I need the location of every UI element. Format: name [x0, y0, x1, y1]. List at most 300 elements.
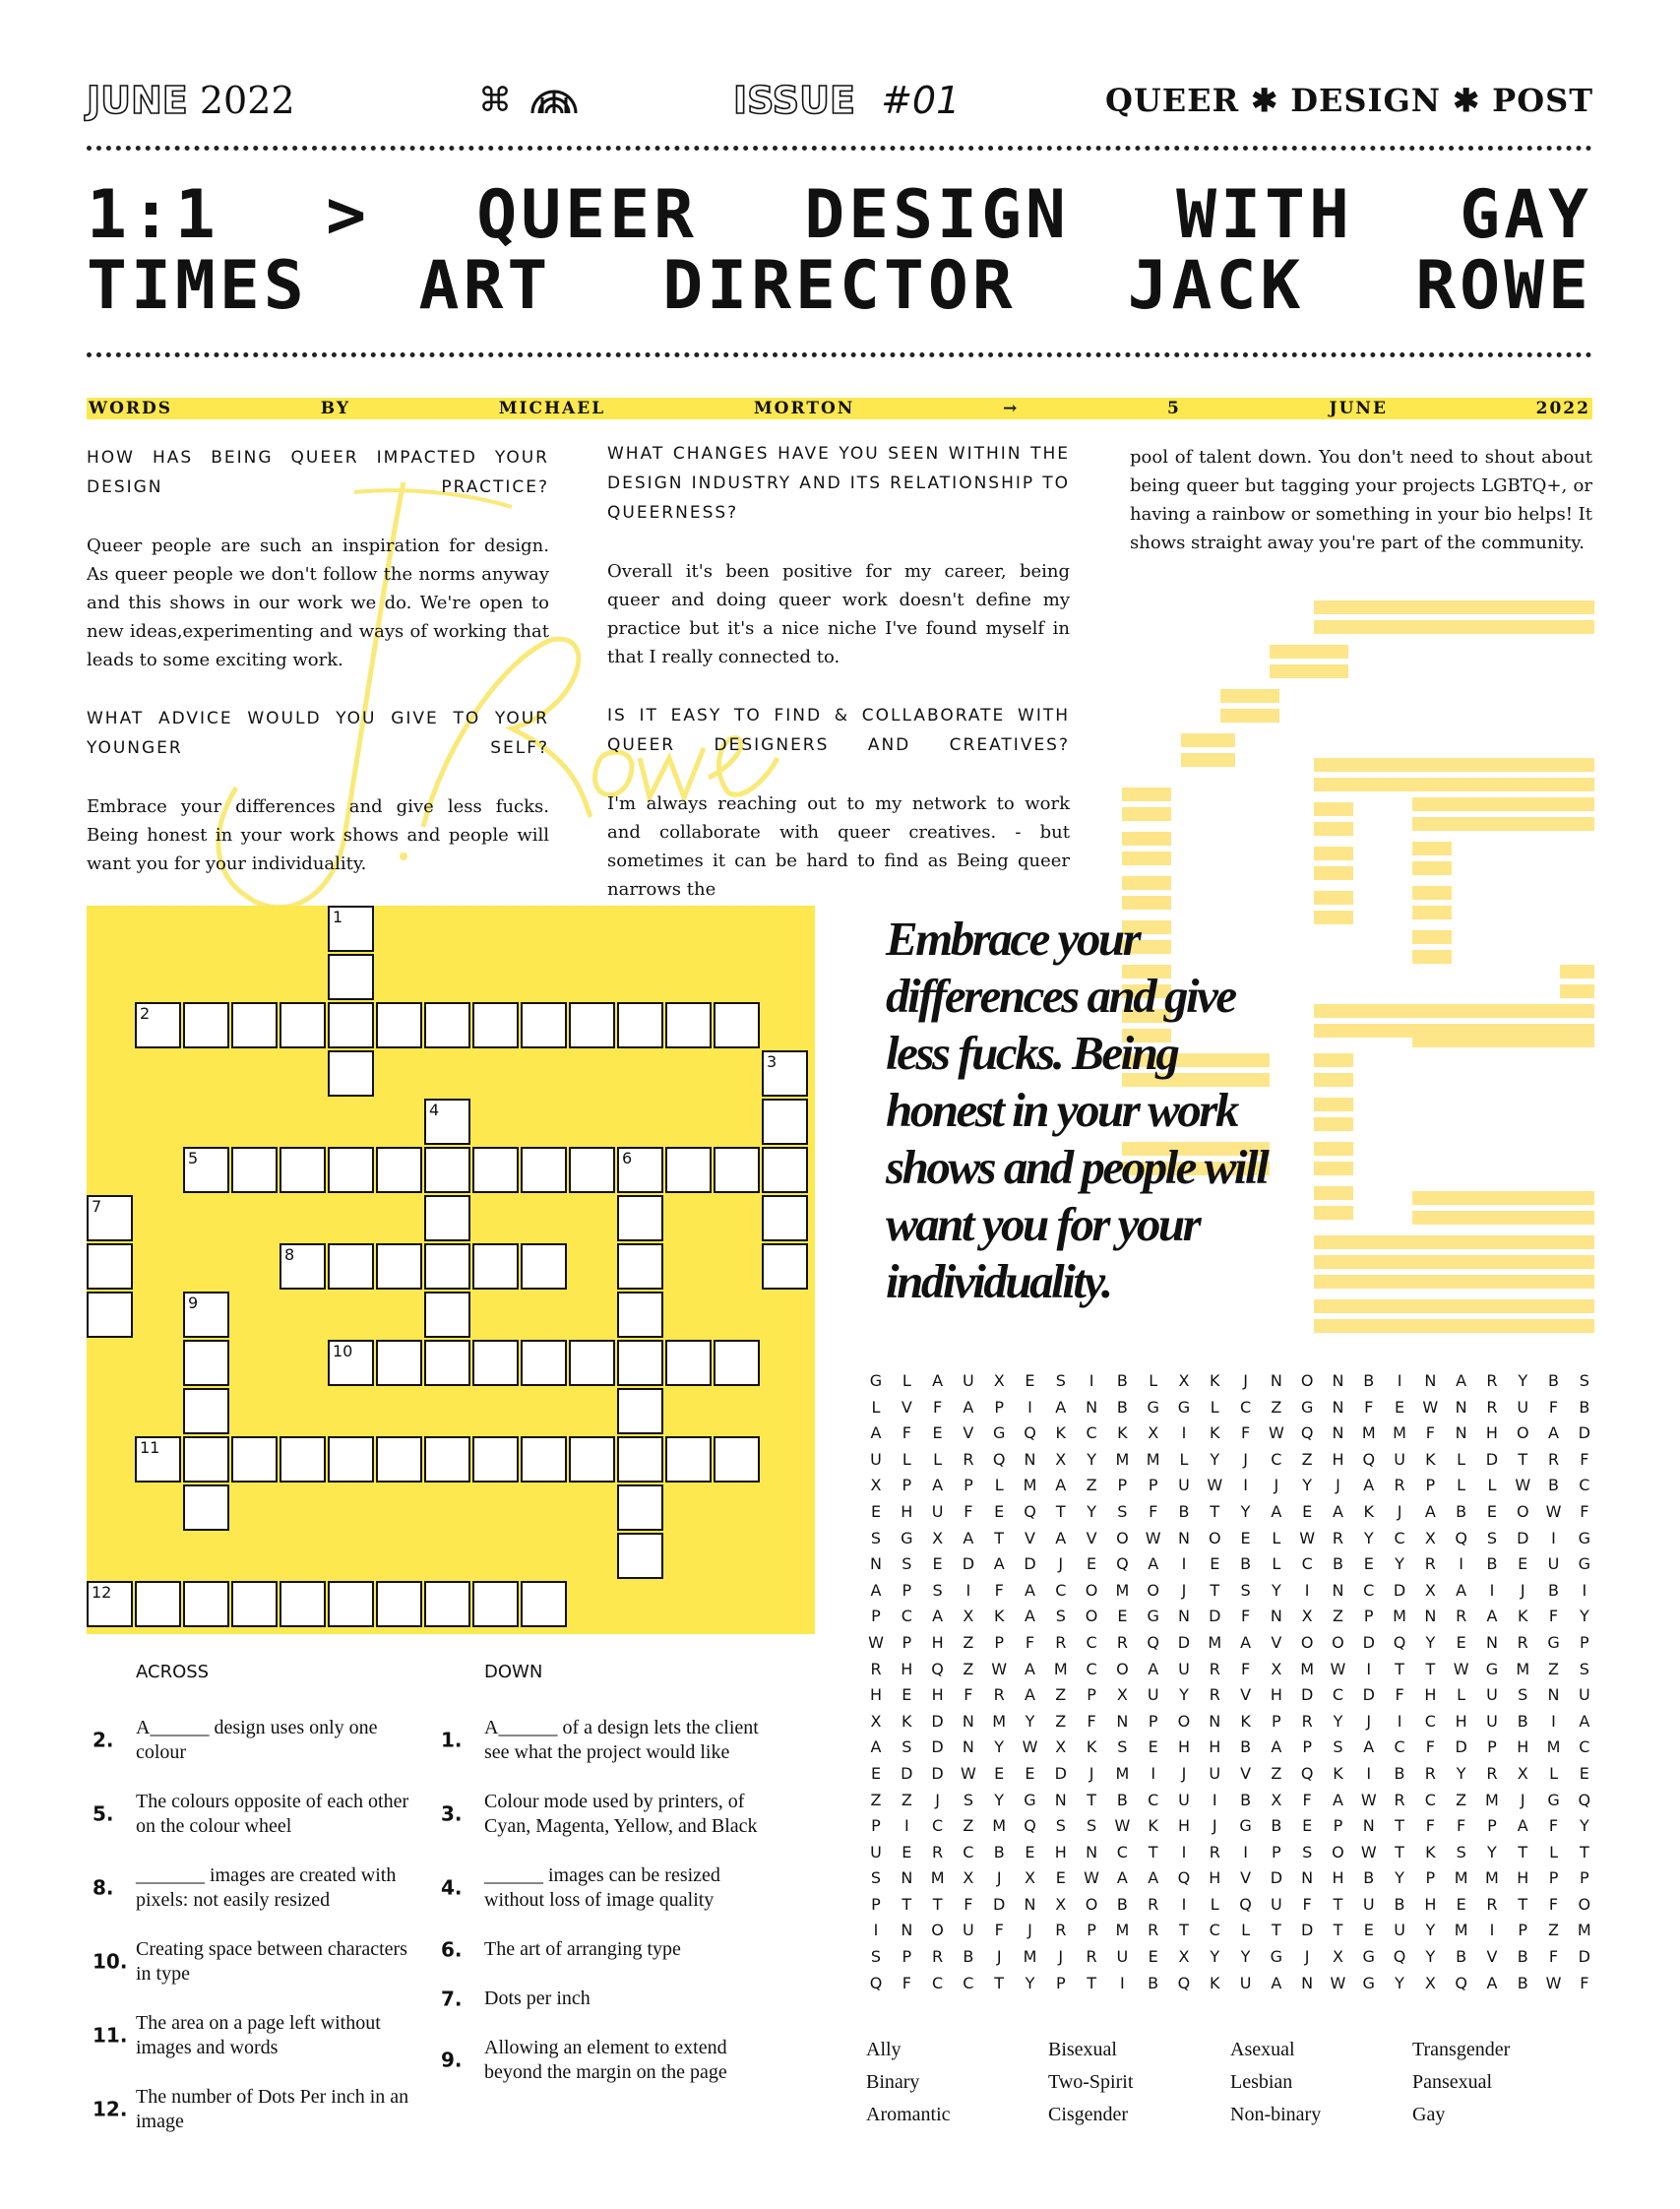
word-search-letter[interactable]: D [1362, 1685, 1375, 1705]
word-search-letter[interactable]: M [1546, 1737, 1561, 1757]
word-search-letter[interactable]: Y [1333, 1711, 1343, 1731]
word-search-letter[interactable]: A [1486, 1973, 1498, 1992]
crossword-cell[interactable] [424, 1581, 470, 1627]
word-search-letter[interactable]: H [1517, 1868, 1529, 1888]
word-search-letter[interactable]: H [901, 1501, 913, 1521]
word-search-letter[interactable]: Y [1456, 1763, 1466, 1783]
word-search-letter[interactable]: E [870, 1763, 882, 1783]
word-search-letter[interactable]: Z [963, 1659, 974, 1678]
word-search-letter[interactable]: J [1336, 1476, 1340, 1495]
word-search-letter[interactable]: N [1177, 1607, 1190, 1626]
word-search-letter[interactable]: H [1209, 1868, 1221, 1888]
word-search-letter[interactable]: A [1517, 1816, 1528, 1836]
word-search-letter[interactable]: X [1517, 1763, 1528, 1783]
crossword-cell[interactable] [328, 1002, 374, 1048]
word-search-letter[interactable]: N [1301, 1973, 1314, 1992]
crossword-cell[interactable] [231, 1147, 278, 1193]
word-search-letter[interactable]: E [1240, 1528, 1251, 1547]
word-search-letter[interactable]: I [1459, 1554, 1463, 1574]
word-search-letter[interactable]: Z [1055, 1685, 1067, 1705]
word-search-letter[interactable]: S [1518, 1685, 1528, 1705]
crossword-cell[interactable] [617, 1243, 663, 1290]
word-search-letter[interactable]: L [1210, 1397, 1219, 1417]
word-search-letter[interactable]: D [1455, 1737, 1467, 1757]
word-search-letter[interactable]: C [1239, 1397, 1252, 1417]
word-search-letter[interactable]: A [1025, 1580, 1035, 1600]
crossword-cell[interactable] [762, 1147, 808, 1193]
word-search-letter[interactable]: C [1116, 1842, 1128, 1862]
crossword-cell[interactable] [665, 1147, 712, 1193]
word-search-letter[interactable]: P [964, 1476, 973, 1495]
word-search-letter[interactable]: N [1086, 1842, 1098, 1862]
word-search-letter[interactable]: J [1058, 1554, 1064, 1574]
word-search-letter[interactable]: F [1548, 1816, 1559, 1836]
crossword-cell[interactable] [424, 1243, 470, 1290]
word-search-letter[interactable]: R [1486, 1371, 1498, 1390]
word-search-letter[interactable]: A [993, 1554, 1005, 1574]
word-search-letter[interactable]: N [901, 1921, 913, 1940]
word-search-letter[interactable]: K [1210, 1423, 1220, 1443]
word-search-letter[interactable]: D [1362, 1632, 1375, 1652]
word-search-letter[interactable]: S [1240, 1580, 1251, 1600]
crossword-cell[interactable] [762, 1195, 808, 1241]
word-search-letter[interactable]: W [991, 1659, 1008, 1678]
word-search-letter[interactable]: L [933, 1449, 943, 1469]
word-search-letter[interactable]: F [1580, 1449, 1589, 1469]
crossword-cell[interactable] [280, 1436, 326, 1483]
word-search-letter[interactable]: V [1240, 1868, 1252, 1888]
word-search-letter[interactable]: B [1332, 1554, 1343, 1574]
word-search-letter[interactable]: G [1547, 1632, 1560, 1652]
word-search-letter[interactable]: B [1548, 1371, 1560, 1390]
word-search-letter[interactable]: N [1086, 1397, 1098, 1417]
word-search-letter[interactable]: D [993, 1894, 1006, 1914]
word-search-letter[interactable]: I [1151, 1763, 1156, 1783]
word-search-letter[interactable]: L [994, 1476, 1004, 1495]
word-search-letter[interactable]: S [1486, 1528, 1498, 1547]
word-search-letter[interactable]: K [1517, 1607, 1528, 1626]
word-search-letter[interactable]: Y [1179, 1685, 1189, 1705]
word-search-letter[interactable]: L [1149, 1371, 1158, 1390]
word-search-letter[interactable]: X [870, 1476, 882, 1495]
word-search-letter[interactable]: C [1579, 1737, 1590, 1757]
word-search-letter[interactable]: J [1243, 1371, 1248, 1390]
word-search-letter[interactable]: N [1547, 1685, 1560, 1705]
word-search-letter[interactable]: X [1025, 1868, 1035, 1888]
word-search-letter[interactable]: R [1456, 1607, 1467, 1626]
word-search-letter[interactable]: A [1548, 1423, 1559, 1443]
word-search-letter[interactable]: R [1394, 1476, 1405, 1495]
crossword-cell[interactable] [617, 1002, 663, 1048]
word-search-letter[interactable]: T [1087, 1973, 1096, 1992]
word-search-letter[interactable]: S [1456, 1842, 1466, 1862]
crossword-cell[interactable] [231, 1436, 278, 1483]
word-search-letter[interactable]: V [1025, 1528, 1035, 1547]
crossword-cell[interactable] [183, 1002, 229, 1048]
word-search-letter[interactable]: G [1485, 1659, 1499, 1678]
word-search-letter[interactable]: P [1518, 1921, 1528, 1940]
crossword-cell[interactable] [472, 1436, 519, 1483]
word-search-letter[interactable]: Q [1116, 1554, 1129, 1574]
word-search-letter[interactable]: T [1087, 1790, 1096, 1809]
word-search-letter[interactable]: L [1457, 1449, 1466, 1469]
crossword-cell[interactable] [424, 1340, 470, 1386]
word-search-letter[interactable]: N [1332, 1397, 1344, 1417]
word-search-letter[interactable]: I [1489, 1580, 1495, 1600]
word-search-letter[interactable]: X [1148, 1423, 1159, 1443]
word-search-letter[interactable]: Z [870, 1790, 882, 1809]
word-search-letter[interactable]: G [901, 1528, 913, 1547]
word-search-letter[interactable]: T [1055, 1501, 1066, 1521]
word-search-letter[interactable]: P [1117, 1476, 1128, 1495]
word-search-letter[interactable]: A [1271, 1973, 1282, 1992]
word-search-letter[interactable]: S [1333, 1737, 1343, 1757]
word-search-letter[interactable]: U [963, 1371, 974, 1390]
word-search-letter[interactable]: I [1181, 1423, 1187, 1443]
word-search-letter[interactable]: J [996, 1868, 1002, 1888]
word-search-letter[interactable]: A [1148, 1659, 1159, 1678]
word-search-letter[interactable]: Q [1239, 1894, 1252, 1914]
crossword-cell[interactable] [280, 1147, 326, 1193]
word-search-letter[interactable]: U [1547, 1554, 1560, 1574]
word-search-letter[interactable]: Q [1300, 1763, 1314, 1783]
word-search-letter[interactable]: I [1551, 1711, 1556, 1731]
word-search-letter[interactable]: U [1147, 1685, 1159, 1705]
word-search-letter[interactable]: S [870, 1868, 882, 1888]
word-search-letter[interactable]: Y [994, 1737, 1005, 1757]
crossword-cell[interactable] [521, 1147, 567, 1193]
word-search-letter[interactable]: I [903, 1816, 909, 1836]
word-search-letter[interactable]: A [1271, 1501, 1282, 1521]
word-search-letter[interactable]: M [1115, 1763, 1130, 1783]
word-search-letter[interactable]: N [1455, 1423, 1467, 1443]
crossword-cell[interactable] [135, 1581, 181, 1627]
word-search-letter[interactable]: U [1178, 1659, 1190, 1678]
word-search-letter[interactable]: R [1209, 1842, 1220, 1862]
word-search-letter[interactable]: W [1360, 1790, 1377, 1809]
word-search-letter[interactable]: B [1517, 1947, 1528, 1967]
word-search-letter[interactable]: T [932, 1894, 943, 1914]
word-search-letter[interactable]: W [868, 1632, 884, 1652]
word-search-letter[interactable]: H [1424, 1685, 1437, 1705]
word-search-letter[interactable]: R [1148, 1921, 1159, 1940]
word-search-letter[interactable]: I [1181, 1554, 1187, 1574]
word-search-letter[interactable]: G [1024, 1790, 1036, 1809]
word-search-letter[interactable]: Y [1087, 1501, 1096, 1521]
crossword-cell[interactable] [521, 1243, 567, 1290]
word-search-letter[interactable]: G [869, 1371, 883, 1390]
word-search-letter[interactable]: G [1300, 1397, 1314, 1417]
word-search-letter[interactable]: I [1027, 1397, 1032, 1417]
word-search-letter[interactable]: G [1147, 1397, 1159, 1417]
word-search-letter[interactable]: M [1361, 1423, 1376, 1443]
word-search-letter[interactable]: D [1578, 1423, 1590, 1443]
word-search-letter[interactable]: W [1268, 1423, 1284, 1443]
crossword-cell[interactable] [376, 1581, 422, 1627]
word-search-letter[interactable]: Q [1024, 1816, 1036, 1836]
word-search-letter[interactable]: Y [1025, 1973, 1035, 1992]
word-search-letter[interactable]: E [1148, 1947, 1158, 1967]
word-search-letter[interactable]: H [1270, 1685, 1282, 1705]
word-search-letter[interactable]: X [1271, 1659, 1282, 1678]
word-search-letter[interactable]: Y [1395, 1554, 1404, 1574]
crossword-cell[interactable] [376, 1243, 422, 1290]
word-search-letter[interactable]: V [1086, 1528, 1097, 1547]
word-search-letter[interactable]: H [1485, 1423, 1498, 1443]
word-search-letter[interactable]: H [931, 1632, 944, 1652]
word-search-letter[interactable]: F [1302, 1894, 1312, 1914]
crossword-cell[interactable] [376, 1002, 422, 1048]
word-search-letter[interactable]: H [931, 1685, 944, 1705]
word-search-letter[interactable]: M [992, 1711, 1007, 1731]
word-search-letter[interactable]: B [1456, 1947, 1467, 1967]
crossword-cell[interactable] [569, 1340, 615, 1386]
word-search-letter[interactable]: F [964, 1685, 973, 1705]
word-search-letter[interactable]: T [1148, 1842, 1158, 1862]
word-search-letter[interactable]: D [1024, 1554, 1036, 1574]
word-search-letter[interactable]: F [994, 1580, 1004, 1600]
word-search-letter[interactable]: I [1212, 1790, 1217, 1809]
word-search-letter[interactable]: O [1085, 1894, 1098, 1914]
word-search-letter[interactable]: D [931, 1763, 944, 1783]
word-search-letter[interactable]: T [1333, 1894, 1343, 1914]
word-search-letter[interactable]: T [1395, 1816, 1404, 1836]
word-search-letter[interactable]: W [1114, 1816, 1131, 1836]
word-search-letter[interactable]: I [1243, 1476, 1248, 1495]
word-search-letter[interactable]: B [1116, 1397, 1128, 1417]
word-search-letter[interactable]: G [992, 1423, 1006, 1443]
word-search-letter[interactable]: W [1084, 1868, 1099, 1888]
word-search-letter[interactable]: E [1363, 1554, 1374, 1574]
crossword-cell[interactable] [424, 1147, 470, 1193]
word-search-letter[interactable]: E [1025, 1371, 1035, 1390]
word-search-letter[interactable]: F [1425, 1423, 1435, 1443]
word-search-letter[interactable]: Z [1548, 1921, 1560, 1940]
word-search-letter[interactable]: K [1240, 1711, 1251, 1731]
word-search-letter[interactable]: E [1087, 1554, 1097, 1574]
word-search-letter[interactable]: V [1271, 1632, 1282, 1652]
word-search-letter[interactable]: Q [1024, 1423, 1036, 1443]
word-search-letter[interactable]: Y [1395, 1973, 1404, 1992]
word-search-letter[interactable]: X [963, 1607, 974, 1626]
crossword-cell[interactable] [472, 1243, 519, 1290]
crossword-cell[interactable] [617, 1436, 663, 1483]
crossword-cell[interactable] [521, 1340, 567, 1386]
word-search-letter[interactable]: T [902, 1894, 912, 1914]
word-search-letter[interactable]: F [902, 1423, 911, 1443]
word-search-letter[interactable]: O [931, 1921, 944, 1940]
word-search-letter[interactable]: P [902, 1632, 912, 1652]
word-search-letter[interactable]: U [1486, 1711, 1498, 1731]
crossword-cell[interactable] [183, 1581, 229, 1627]
word-search-letter[interactable]: A [1424, 1501, 1436, 1521]
crossword-cell[interactable] [714, 1340, 760, 1386]
crossword-cell[interactable] [231, 1581, 278, 1627]
word-search-letter[interactable]: A [870, 1737, 882, 1757]
word-search-letter[interactable]: E [1302, 1816, 1313, 1836]
word-search-letter[interactable]: B [1517, 1711, 1528, 1731]
word-search-letter[interactable]: Q [869, 1973, 883, 1992]
crossword-cell[interactable] [280, 1581, 326, 1627]
word-search-letter[interactable]: E [932, 1554, 943, 1574]
crossword-cell[interactable] [569, 1002, 615, 1048]
word-search-letter[interactable]: A [1055, 1476, 1067, 1495]
word-search-letter[interactable]: Z [1271, 1763, 1282, 1783]
word-search-letter[interactable]: U [931, 1501, 944, 1521]
word-search-letter[interactable]: F [1548, 1894, 1559, 1914]
word-search-letter[interactable]: D [1209, 1607, 1221, 1626]
word-search-letter[interactable]: U [1362, 1894, 1375, 1914]
word-search-letter[interactable]: P [1087, 1921, 1096, 1940]
word-search-letter[interactable]: Y [1579, 1816, 1589, 1836]
word-search-letter[interactable]: P [902, 1947, 912, 1967]
crossword-cell[interactable] [328, 954, 374, 1000]
word-search-letter[interactable]: I [1181, 1842, 1187, 1862]
crossword-cell[interactable] [424, 1292, 470, 1338]
crossword-cell[interactable] [183, 1340, 229, 1386]
word-search-letter[interactable]: X [1301, 1607, 1313, 1626]
crossword-cell[interactable] [328, 1050, 374, 1097]
word-search-letter[interactable]: M [1115, 1580, 1130, 1600]
word-search-letter[interactable]: W [1515, 1476, 1531, 1495]
word-search-letter[interactable]: E [870, 1501, 882, 1521]
word-search-letter[interactable]: C [1424, 1790, 1436, 1809]
word-search-letter[interactable]: X [870, 1711, 882, 1731]
word-search-letter[interactable]: O [1516, 1423, 1529, 1443]
word-search-letter[interactable]: I [1243, 1842, 1248, 1862]
word-search-letter[interactable]: J [1089, 1763, 1094, 1783]
word-search-letter[interactable]: D [1270, 1868, 1283, 1888]
word-search-letter[interactable]: T [1179, 1921, 1189, 1940]
word-search-letter[interactable]: N [1024, 1894, 1036, 1914]
crossword-cell[interactable] [521, 1436, 567, 1483]
word-search-letter[interactable]: S [870, 1528, 882, 1547]
word-search-letter[interactable]: E [1148, 1737, 1158, 1757]
word-search-letter[interactable]: M [1023, 1947, 1037, 1967]
word-search-letter[interactable]: S [1579, 1659, 1589, 1678]
word-search-letter[interactable]: C [1209, 1921, 1220, 1940]
word-search-letter[interactable]: F [1240, 1659, 1251, 1678]
word-search-letter[interactable]: Z [901, 1790, 912, 1809]
word-search-letter[interactable]: R [1148, 1894, 1159, 1914]
word-search-letter[interactable]: D [1517, 1528, 1529, 1547]
word-search-letter[interactable]: X [1178, 1371, 1190, 1390]
word-search-letter[interactable]: K [1210, 1973, 1220, 1992]
word-search-letter[interactable]: C [1086, 1659, 1097, 1678]
word-search-letter[interactable]: U [1578, 1685, 1590, 1705]
word-search-letter[interactable]: R [1486, 1397, 1498, 1417]
word-search-letter[interactable]: L [1549, 1842, 1558, 1862]
word-search-letter[interactable]: O [1516, 1501, 1529, 1521]
word-search-letter[interactable]: C [1394, 1528, 1405, 1547]
crossword-cell[interactable] [665, 1436, 712, 1483]
word-search-letter[interactable]: Q [1177, 1973, 1191, 1992]
word-search-letter[interactable]: U [963, 1921, 974, 1940]
word-search-letter[interactable]: F [964, 1501, 973, 1521]
word-search-letter[interactable]: Y [1363, 1528, 1374, 1547]
word-search-letter[interactable]: I [1181, 1894, 1187, 1914]
crossword-cell[interactable] [87, 1243, 133, 1290]
word-search-letter[interactable]: G [1578, 1528, 1591, 1547]
word-search-letter[interactable]: Y [1240, 1947, 1251, 1967]
word-search-letter[interactable]: P [871, 1894, 881, 1914]
word-search-letter[interactable]: B [1517, 1973, 1528, 1992]
word-search-letter[interactable]: E [994, 1763, 1005, 1783]
word-search-letter[interactable]: T [1518, 1842, 1528, 1862]
crossword-cell[interactable] [617, 1388, 663, 1434]
crossword-cell[interactable] [665, 1340, 712, 1386]
word-search-letter[interactable]: Z [963, 1632, 974, 1652]
word-search-letter[interactable]: D [931, 1711, 944, 1731]
crossword-cell[interactable] [617, 1340, 663, 1386]
word-search-letter[interactable]: F [1025, 1632, 1035, 1652]
word-search-letter[interactable]: Y [1425, 1947, 1436, 1967]
word-search-letter[interactable]: A [932, 1371, 944, 1390]
word-search-letter[interactable]: H [1455, 1711, 1467, 1731]
word-search-letter[interactable]: F [1425, 1737, 1435, 1757]
word-search-letter[interactable]: C [1579, 1476, 1590, 1495]
word-search-letter[interactable]: A [870, 1423, 882, 1443]
word-search-letter[interactable]: A [1055, 1397, 1067, 1417]
word-search-letter[interactable]: H [869, 1685, 883, 1705]
word-search-letter[interactable]: F [964, 1894, 973, 1914]
word-search-letter[interactable]: C [932, 1973, 944, 1992]
word-search-letter[interactable]: B [1148, 1973, 1159, 1992]
word-search-letter[interactable]: Y [1487, 1842, 1497, 1862]
word-search-letter[interactable]: Q [1455, 1973, 1467, 1992]
word-search-letter[interactable]: C [1394, 1737, 1405, 1757]
word-search-letter[interactable]: D [1393, 1580, 1406, 1600]
word-search-letter[interactable]: U [1178, 1476, 1190, 1495]
word-search-letter[interactable]: V [1240, 1763, 1252, 1783]
word-search-letter[interactable]: N [1209, 1711, 1221, 1731]
crossword-cell[interactable] [617, 1484, 663, 1531]
word-search-letter[interactable]: P [1487, 1737, 1497, 1757]
word-search-letter[interactable]: C [1363, 1580, 1375, 1600]
word-search-letter[interactable]: P [1272, 1842, 1281, 1862]
word-search-letter[interactable]: V [901, 1397, 912, 1417]
word-search-letter[interactable]: I [873, 1921, 879, 1940]
word-search-letter[interactable]: B [1394, 1763, 1405, 1783]
word-search-letter[interactable]: U [1116, 1947, 1129, 1967]
crossword-cell[interactable] [617, 1195, 663, 1241]
word-search-letter[interactable]: R [963, 1449, 974, 1469]
word-search-letter[interactable]: A [1456, 1580, 1467, 1600]
word-search-letter[interactable]: B [1271, 1816, 1282, 1836]
word-search-letter[interactable]: X [1424, 1580, 1436, 1600]
word-search-letter[interactable]: E [1025, 1763, 1035, 1783]
word-search-letter[interactable]: A [1363, 1476, 1375, 1495]
word-search-letter[interactable]: W [1422, 1397, 1439, 1417]
word-search-letter[interactable]: B [1394, 1894, 1405, 1914]
word-search-letter[interactable]: G [1270, 1947, 1283, 1967]
word-search-letter[interactable]: P [994, 1632, 1005, 1652]
word-search-letter[interactable]: T [1518, 1449, 1528, 1469]
crossword-cell[interactable] [714, 1002, 760, 1048]
word-search-letter[interactable]: D [1054, 1763, 1067, 1783]
word-search-letter[interactable]: P [1425, 1868, 1436, 1888]
word-search-letter[interactable]: H [1177, 1816, 1190, 1836]
word-search-letter[interactable]: E [1456, 1894, 1466, 1914]
word-search-letter[interactable]: Z [1055, 1711, 1067, 1731]
crossword-cell[interactable] [762, 1243, 808, 1290]
word-search-letter[interactable]: M [1146, 1449, 1160, 1469]
word-search-letter[interactable]: W [1330, 1659, 1346, 1678]
word-search-letter[interactable]: F [1580, 1973, 1589, 1992]
word-search-letter[interactable]: A [932, 1476, 944, 1495]
word-search-letter[interactable]: S [1117, 1737, 1128, 1757]
word-search-letter[interactable]: M [1393, 1607, 1406, 1626]
